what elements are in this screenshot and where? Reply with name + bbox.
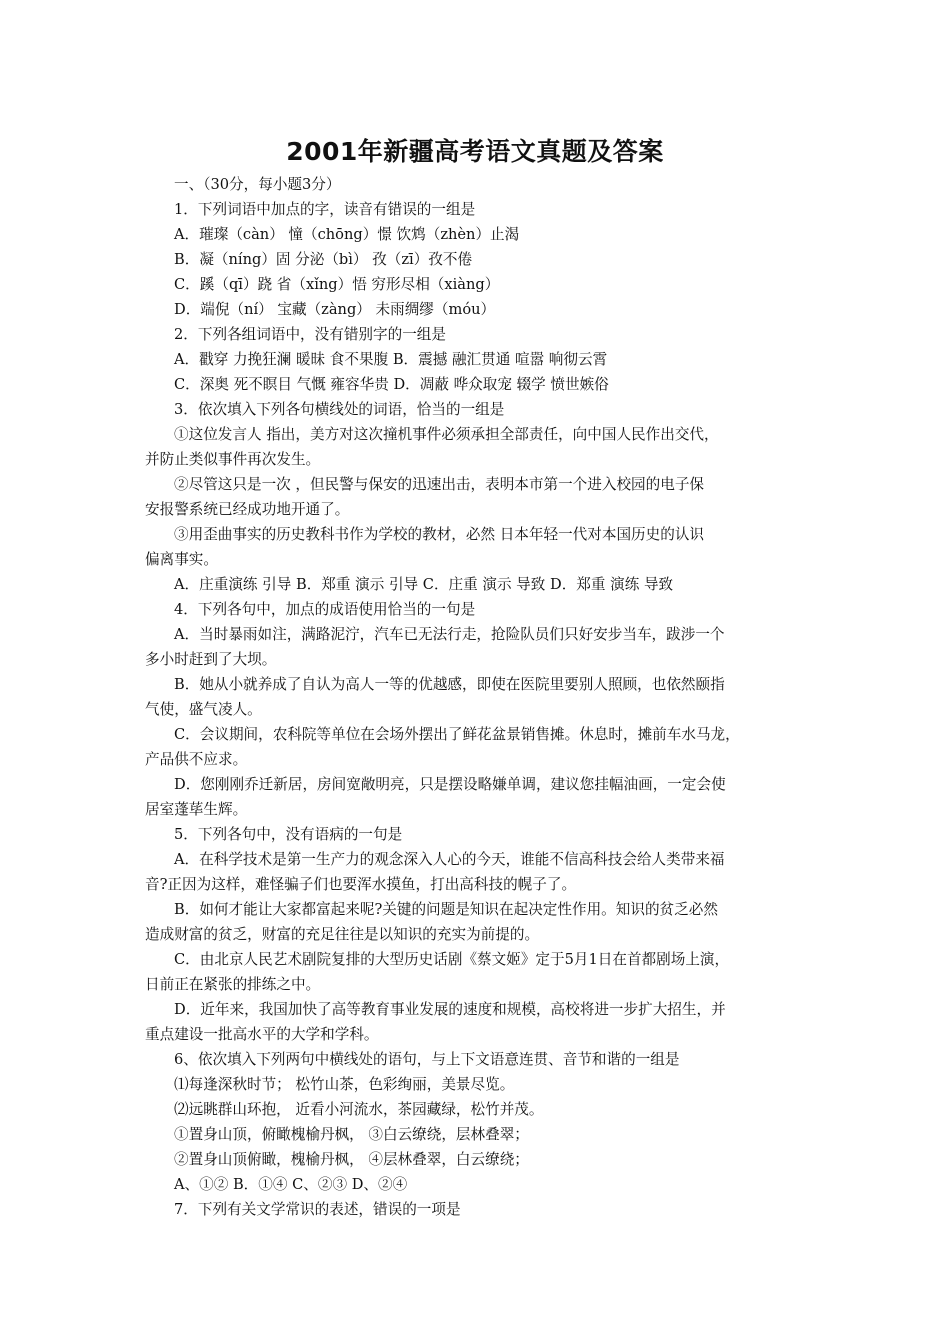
text-line: 3．依次填入下列各句横线处的词语，恰当的一组是 bbox=[174, 401, 505, 418]
text-line: 造成财富的贫乏，财富的充足往往是以知识的充实为前提的。 bbox=[145, 926, 540, 943]
text-line: ②置身山顶俯瞰，槐榆丹枫， ④层林叠翠，白云缭绕； bbox=[174, 1151, 529, 1168]
text-line: 7．下列有关文学常识的表述，错误的一项是 bbox=[174, 1201, 461, 1218]
text-line: B．她从小就养成了自认为高人一等的优越感，即使在医院里要别人照顾，也依然颐指 bbox=[174, 676, 725, 693]
text-line: ③用歪曲事实的历史教科书作为学校的教材，必然 日本年轻一代对本国历史的认识 bbox=[174, 526, 705, 543]
text-line: ②尽管这只是一次 ，但民警与保安的迅速出击，表明本市第一个进入校园的电子保 bbox=[174, 476, 705, 493]
text-line: A．戳穿 力挽狂澜 暖昧 食不果腹 B．震撼 融汇贯通 喧嚣 响彻云霄 bbox=[174, 351, 608, 368]
text-line: 产品供不应求。 bbox=[145, 751, 248, 768]
text-line: A．当时暴雨如注，满路泥泞，汽车已无法行走，抢险队员们只好安步当车，跋涉一个 bbox=[174, 626, 725, 643]
text-line: 偏离事实。 bbox=[145, 551, 218, 568]
text-line: 气使，盛气凌人。 bbox=[145, 701, 262, 718]
text-line: C．深奥 死不瞑目 气慨 雍容华贵 D．凋蔽 哗众取宠 辍学 愤世嫉俗 bbox=[174, 376, 609, 393]
text-line: 2．下列各组词语中，没有错别字的一组是 bbox=[174, 326, 446, 343]
text-line: ⑴每逢深秋时节； 松竹山茶，色彩绚丽，美景尽览。 bbox=[174, 1076, 515, 1093]
text-line: C．会议期间，农科院等单位在会场外摆出了鲜花盆景销售摊。休息时，摊前车水马龙， bbox=[174, 726, 740, 743]
text-line: D．端倪（ní） 宝藏（zàng） 未雨绸缪（móu） bbox=[174, 301, 496, 318]
text-line: 5．下列各句中，没有语病的一句是 bbox=[174, 826, 403, 843]
text-line: C．蹊（qī）跷 省（xǐng）悟 穷形尽相（xiàng） bbox=[174, 276, 500, 293]
text-line: 居室蓬荜生辉。 bbox=[145, 801, 248, 818]
text-line: 并防止类似事件再次发生。 bbox=[145, 451, 321, 468]
text-line: 音?正因为这样，难怪骗子们也要浑水摸鱼，打出高科技的幌子了。 bbox=[145, 876, 577, 893]
text-line: ①置身山顶，俯瞰槐榆丹枫， ③白云缭绕，层林叠翠； bbox=[174, 1126, 529, 1143]
text-line: A．庄重演练 引导 B．郑重 演示 引导 C．庄重 演示 导致 D．郑重 演练 导致 bbox=[174, 576, 674, 593]
text-line: ①这位发言人 指出，美方对这次撞机事件必须承担全部责任，向中国人民作出交代， bbox=[174, 426, 719, 443]
text-line: 4．下列各句中，加点的成语使用恰当的一句是 bbox=[174, 601, 476, 618]
text-line: B．凝（níng）固 分泌（bì） 孜（zī）孜不倦 bbox=[174, 251, 473, 268]
text-line: 一、（30分，每小题3分） bbox=[174, 176, 341, 193]
text-line: B．如何才能让大家都富起来呢?关键的问题是知识在起决定性作用。知识的贫乏必然 bbox=[174, 901, 718, 918]
text-line: D．近年来，我国加快了高等教育事业发展的速度和规模，高校将进一步扩大招生，并 bbox=[174, 1001, 726, 1018]
text-line: A．在科学技术是第一生产力的观念深入人心的今天，谁能不信高科技会给人类带来福 bbox=[174, 851, 725, 868]
text-line: 6、依次填入下列两句中横线处的语句，与上下文语意连贯、音节和谐的一组是 bbox=[174, 1051, 680, 1068]
text-line: D．您刚刚乔迁新居，房间宽敞明亮，只是摆设略嫌单调，建议您挂幅油画，一定会使 bbox=[174, 776, 726, 793]
text-line: 1．下列词语中加点的字，读音有错误的一组是 bbox=[174, 201, 476, 218]
text-line: 多小时赶到了大坝。 bbox=[145, 651, 277, 668]
text-line: 日前正在紧张的排练之中。 bbox=[145, 976, 321, 993]
text-line: 重点建设一批高水平的大学和学科。 bbox=[145, 1026, 379, 1043]
text-line: A、①② B．①④ C、②③ D、②④ bbox=[174, 1176, 408, 1193]
text-line: A．璀璨（càn） 憧（chōng）憬 饮鸩（zhèn）止渴 bbox=[174, 226, 520, 243]
text-line: C．由北京人民艺术剧院复排的大型历史话剧《蔡文姬》定于5月1日在首都剧场上演， bbox=[174, 951, 730, 968]
text-line: 安报警系统已经成功地开通了。 bbox=[145, 501, 350, 518]
text-line: ⑵远眺群山环抱， 近看小河流水，茶园藏绿，松竹并茂。 bbox=[174, 1101, 544, 1118]
page-title: 2001年新疆高考语文真题及答案 bbox=[286, 137, 664, 166]
